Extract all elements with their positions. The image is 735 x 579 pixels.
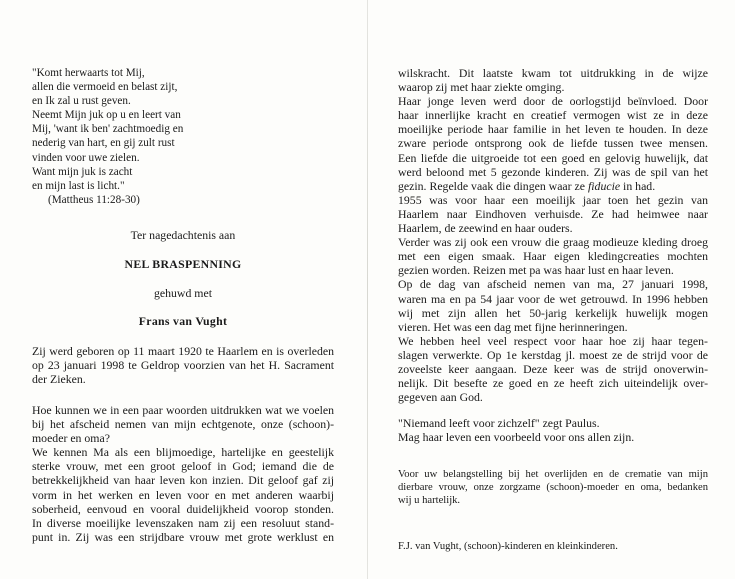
quote-line: Want mijn juk is zacht <box>32 165 133 178</box>
quote-line: nederig van hart, en gij zult rust <box>32 137 175 150</box>
text-line: sterke vrouw, met een groot geloof in God; iemand die de <box>32 459 334 474</box>
quote-line: Mij, 'want ik ben' zachtmoedig en <box>32 123 184 136</box>
text-line: zware periode ontsprong ook de liefde tussen twee mensen. <box>398 136 708 151</box>
text-line: punt in. Zij was een strijdbare vrouw met grote werklust en <box>32 529 334 544</box>
text-line: bij het afscheid nemen van mijn echtgenote, onze (schoon)- <box>32 417 334 432</box>
text-line: met een eigen smaak. Haar eigen kledingcreaties mochten <box>398 249 708 264</box>
birth-death-paragraph <box>32 344 334 386</box>
text-line: Verder was zij ook een vrouw die graag modieuze kleding droeg <box>398 235 708 250</box>
memorial-heading-block <box>32 228 334 243</box>
text-line: waarop zij met haar ziekte omging. <box>398 80 565 95</box>
text-fragment: gezin. Regelde vaak die dingen waar ze <box>398 178 588 193</box>
text-fragment: in had. <box>620 178 656 193</box>
text-line: nelijk. Dit besefte ze goed en ze heeft zich uiteindelijk over- <box>398 376 708 391</box>
quote-line: allen die vermoeid en belast zijt, <box>32 81 178 94</box>
text-line <box>398 179 708 193</box>
text-line: haar innerlijke kracht en creatief vermogen wist ze in deze <box>398 108 708 123</box>
text-line: dierbare vrouw, onze zorgzame (schoon)-moeder en oma, bedanken <box>398 482 708 494</box>
text-line: wij met zijn allen het 50-jarig kerkelijk huwelijk mogen <box>398 305 708 320</box>
spouse-name: Frans van Vught <box>138 314 228 328</box>
text-line: der Zieken. <box>32 372 86 387</box>
text-line: werd beloond met 5 gezonde kinderen. Zij was de spil van het <box>398 164 708 179</box>
married-label: gehuwd met <box>154 286 212 300</box>
text-line: zoveelste keer aangaan. Deze keer was de strijd onoverwin- <box>398 361 708 376</box>
text-line: Hoe kunnen we in een paar woorden uitdrukken wat we voelen <box>32 403 334 417</box>
signature: F.J. van Vught, (schoon)-kinderen en kleinkinderen. <box>398 541 618 552</box>
bible-quote <box>32 66 183 207</box>
quote-line: Neemt Mijn juk op u en leert van <box>32 109 181 122</box>
signature-block <box>398 540 708 553</box>
text-line: slagen verwerkte. Op 1e kerstdag jl. moest ze de strijd voor de <box>398 347 708 362</box>
deceased-name: NEL BRASPENNING <box>124 257 242 271</box>
text-line: gegeven aan God. <box>398 390 483 405</box>
deceased-name-block <box>32 257 334 272</box>
quote-line: vinden voor uwe zielen. <box>32 151 140 164</box>
spouse-name-block <box>32 314 334 329</box>
quote-line: en mijn last is licht." <box>32 179 125 192</box>
text-line: wij u hartelijk. <box>398 495 461 507</box>
quote-source: (Mattheus 11:28-30) <box>48 193 140 206</box>
text-line: "Niemand leeft voor zichzelf" zegt Paulus. <box>398 416 600 430</box>
text-line: In diverse moeilijke levenszaken nam zij een resoluut stand- <box>32 515 334 530</box>
quote-line: en Ik zal u rust geven. <box>32 95 131 108</box>
text-line: 1955 was voor haar een moeilijk jaar toen het gezin van <box>398 192 708 207</box>
text-line: Haar jonge leven werd door de oorlogstijd beïnvloed. Door <box>398 94 708 109</box>
fiducie-word: fiducie <box>587 178 621 193</box>
text-line: Haarlem naar Eindhoven verhuisde. Ze had heimwee naar <box>398 206 708 221</box>
text-line: Voor uw belangstelling bij het overlijden en de crematie van mijn <box>398 469 708 480</box>
text-line: Op de dag van afscheid nemen van ma, 27 januari 1998, <box>398 277 708 292</box>
paulus-quote <box>398 416 708 444</box>
thanks-paragraph <box>398 468 708 508</box>
card-fold-line <box>367 0 368 579</box>
text-line: gezien worden. Reizen met pa was haar lust en haar leven. <box>398 263 674 278</box>
quote-line: "Komt herwaarts tot Mij, <box>32 67 145 79</box>
text-line: betrekkelijkheid van haar leven kon inzien. Dit geloof gaf zij <box>32 473 334 488</box>
text-line: Mag haar leven een voorbeeld voor ons allen zijn. <box>398 430 635 445</box>
text-line: We kennen Ma als een blijmoedige, hartelijke en geestelijk <box>32 445 334 460</box>
text-line: waren ma en pa 54 jaar voor de wet getrouwd. In 1996 hebben <box>398 291 708 306</box>
text-line: vieren. Het was een dag met fijne herinneringen. <box>398 319 628 334</box>
tribute-paragraph <box>32 403 334 544</box>
text-line: We hebben heel veel respect voor haar hoe zij haar tegen- <box>398 333 708 348</box>
text-line: wilskracht. Dit laatste kwam tot uitdrukking in de wijze <box>398 66 708 80</box>
married-label-block <box>32 286 334 301</box>
text-line: moeilijke periode haar familie in het leven te houden. In deze <box>398 122 708 137</box>
text-line: op 23 januari 1998 te Geldrop voorzien van het H. Sacrament <box>32 358 334 373</box>
memorial-heading: Ter nagedachtenis aan <box>130 228 236 242</box>
text-line: moeder en oma? <box>32 431 110 446</box>
continuation-paragraph <box>398 66 708 404</box>
text-line: Zij werd geboren op 11 maart 1920 te Haarlem en is overleden <box>32 344 334 358</box>
text-line: Een liefde die uitgroeide tot een goed en gelovig huwelijk, dat <box>398 150 708 165</box>
text-line: vorm in het werken en leven voor en met anderen waarbij <box>32 487 334 502</box>
text-line: Haarlem, de zeewind en haar ouders. <box>398 221 573 236</box>
text-line: soberheid, eenvoud en vooral duidelijkheid voorop stonden. <box>32 501 334 516</box>
